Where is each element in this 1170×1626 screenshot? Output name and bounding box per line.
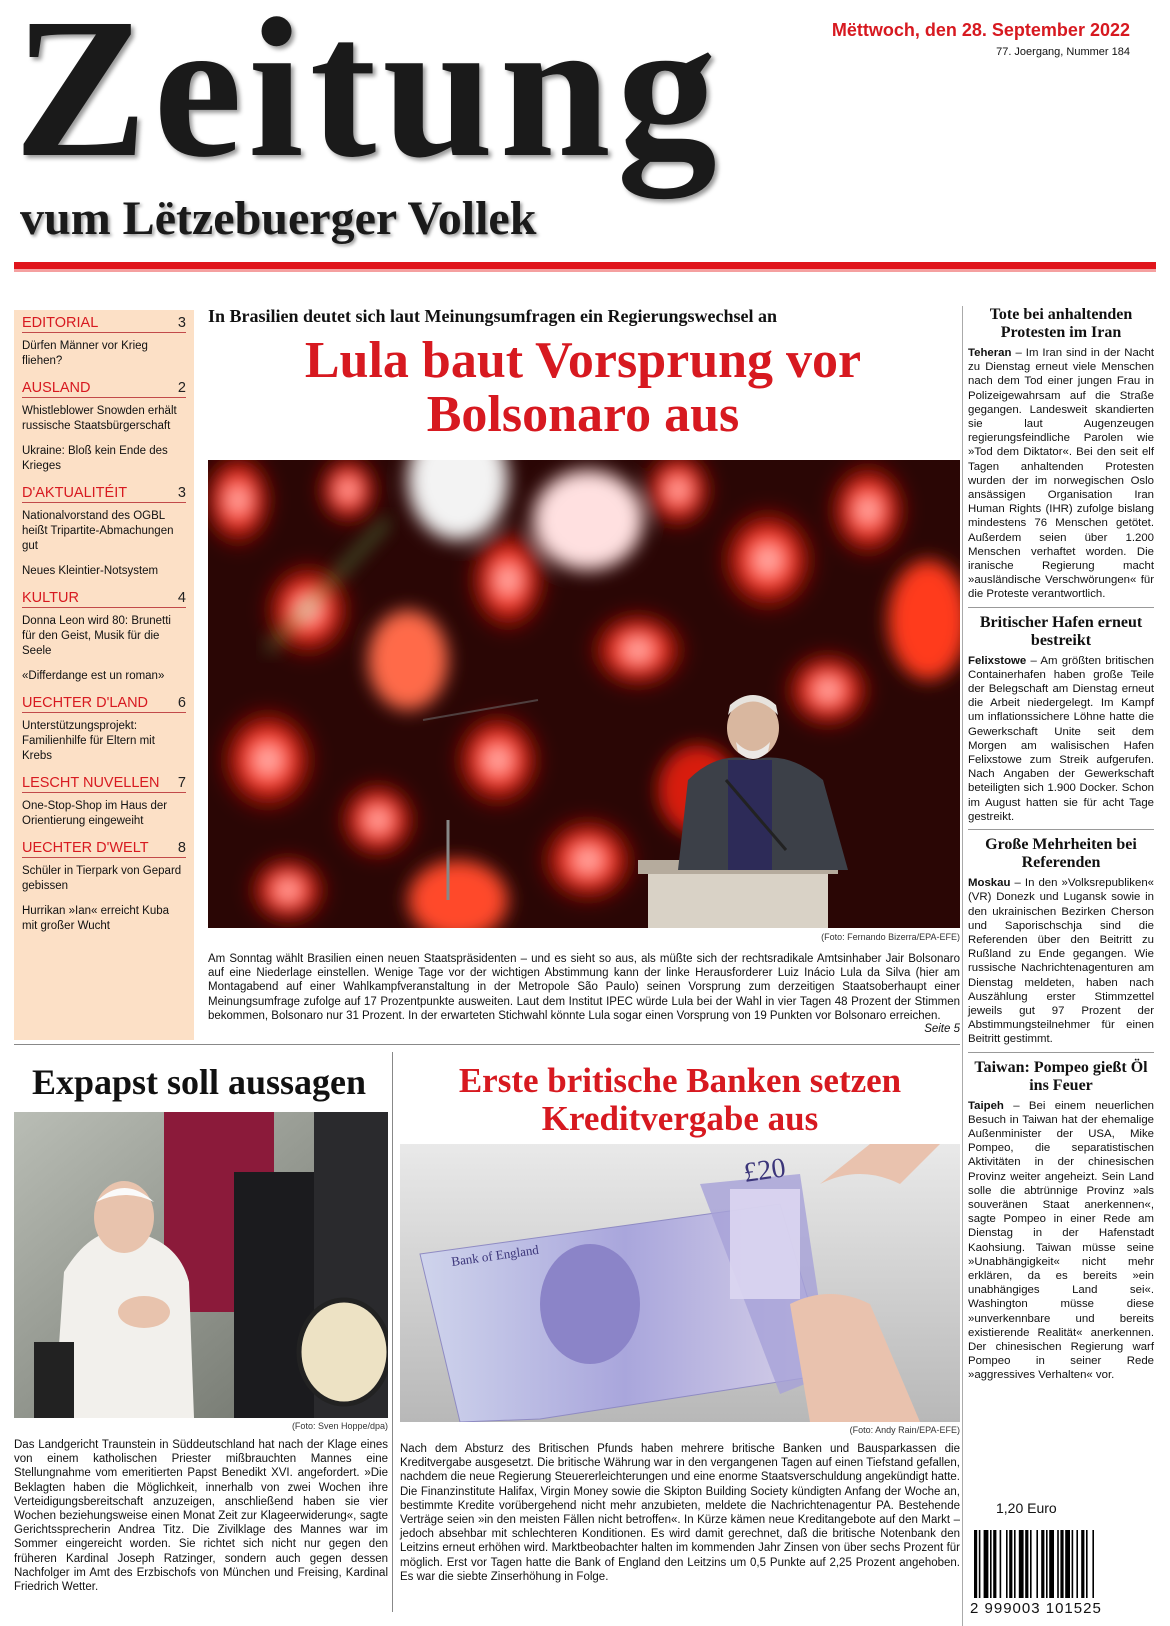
column-divider: [392, 1052, 393, 1612]
section-page: 2: [177, 380, 186, 396]
brief-headline: Tote bei anhaltenden Protesten im Iran: [989, 306, 1133, 341]
banknote-image: [400, 1144, 960, 1422]
section-page: 7: [177, 775, 186, 791]
price-label: 1,20 Euro: [996, 1500, 1057, 1516]
sidebar-item[interactable]: Ukraine: Bloß kein Ende des Krieges: [22, 445, 168, 472]
sidebar-item[interactable]: Dürfen Männer vor Krieg fliehen?: [22, 340, 148, 367]
barcode-bar: [1041, 1530, 1044, 1598]
section-divider: [14, 1044, 960, 1045]
brief-dateline: Taipeh: [968, 1099, 1004, 1112]
barcode-bar: [1081, 1530, 1084, 1598]
column-divider-right: [962, 306, 963, 1626]
sidebar-item[interactable]: Donna Leon wird 80: Brunetti für den Geist, Musik für die Seele: [22, 615, 171, 657]
sidebar-section-lescht-nuvellen[interactable]: [22, 774, 186, 829]
pope-headline[interactable]: Expapst soll aussagen: [31, 1062, 367, 1102]
brief-felixstowe[interactable]: [968, 614, 1154, 830]
lead-photo-credit: (Foto: Fernando Bizerra/EPA-EFE): [821, 932, 960, 942]
section-page: 4: [177, 590, 186, 606]
section-label: EDITORIAL: [22, 315, 99, 331]
barcode-bar: [990, 1530, 992, 1598]
barcode: [970, 1530, 1154, 1602]
news-briefs-column: [968, 306, 1154, 1394]
brief-text: – Am größten britischen Containerhafen haben große Teile der Belegschaft am Dienstag erneut die Arbeit niedergelegt. Im Kampf um inflationssichere Löhne hatte die Gewerkschaft Unite seit dem Morgen am walisischen Hafen Felixstowe zum Streik aufgerufen. Nach Angaben der Gewerkschaft beteiligten sich 1.900 Docker. Schon im August hatten sie für acht Tage gestreikt.: [968, 654, 1154, 823]
sidebar-section-aktualiteit[interactable]: [22, 484, 186, 579]
lead-photo: [208, 460, 960, 928]
sidebar-item[interactable]: One-Stop-Shop im Haus der Orientierung eingeweiht: [22, 800, 168, 827]
brief-body: [968, 654, 1154, 824]
lead-headline[interactable]: Lula baut Vorsprung vor Bolsonaro aus: [304, 332, 862, 443]
issue-date: Mëttwoch, den 28. September 2022: [831, 20, 1130, 40]
barcode-number: 2 999003 101525: [970, 1600, 1102, 1617]
brief-referenden[interactable]: [968, 836, 1154, 1052]
barcode-bar: [974, 1530, 977, 1598]
brief-text: – Bei einem neuerlichen Besuch in Taiwan hat der ehemalige Außenminister der USA, Mike Pompeo, die separatistischen Aktivitäten in der chinesischen Provinz weiter angeheizt. Sein Land solle die abtrünnige Provinz »als souveränen Staat anerkennen«, sagte Pompeo in einer Rede am Dienstag in der Hafenstadt Kaohsiung. Taiwan müsse seine »Unabhängigkeit« nicht mehr erklären, da es bereits »ein unabhängiges Land sei«. Washington müsse diese »unverkennbare und bereits existierende Realität« anerkennen. Der chinesischen Regierung warf Pompeo in seiner Rede »aggressives Verhalten« vor.: [968, 1099, 1154, 1382]
brief-body: [968, 1099, 1154, 1383]
sidebar-item[interactable]: Whistleblower Snowden erhält russische Staatsbürgerschaft: [22, 405, 177, 432]
sidebar-section-uechter-dland[interactable]: [22, 694, 186, 764]
barcode-bar: [993, 1530, 996, 1598]
barcode-bar: [1009, 1530, 1012, 1598]
sidebar-item[interactable]: Unterstützungsprojekt: Familienhilfe für Eltern mit Krebs: [22, 720, 155, 762]
sidebar-section-kultur[interactable]: [22, 589, 186, 684]
pope-image: [14, 1112, 388, 1418]
section-page: 8: [177, 840, 186, 856]
sidebar-item[interactable]: Schüler in Tierpark von Gepard gebissen: [22, 865, 182, 892]
brief-iran[interactable]: [968, 306, 1154, 608]
pope-body: Das Landgericht Traunstein in Süddeutschland hat nach der Klage eines von einem katholischen Priester mißbrauchten Mannes eine Stellungnahme vom emeritierten Papst Benedikt XVI. angefordert. »Die Beklagten haben die Möglichkeit, innerhalb von zwei Wochen ihre Verteidigungsbereitschaft anzuzeigen, anschließend haben sie vier Wochen beziehungsweise einen Monat Zeit zur Klageerwiderung«, sagte Gerichtssprecherin Andrea Titz. Die Zivilklage des Mannes war im Sommer eingereicht worden. Sie richtet sich nicht nur gegen den früheren Kardinal Joseph Ratzinger, sondern auch gegen dessen Nachfolger im Amt des Erzbischofs von München und Freising, Kardinal Friedrich Wetter.: [14, 1439, 388, 1594]
sidebar-item[interactable]: Neues Kleintier-Notsystem: [22, 565, 159, 577]
barcode-bar: [1076, 1530, 1078, 1598]
pope-photo: [14, 1112, 388, 1418]
issue-number: 77. Joergang, Nummer 184: [996, 46, 1130, 58]
banks-photo-credit: (Foto: Andy Rain/EPA-EFE): [849, 1425, 960, 1435]
brief-body: [968, 876, 1154, 1046]
brief-headline: Britischer Hafen erneut bestreikt: [979, 613, 1143, 649]
brief-taiwan[interactable]: [968, 1059, 1154, 1388]
lead-kicker: In Brasilien deutet sich laut Meinungsumfragen ein Regierungswechsel an: [208, 306, 778, 326]
brief-dateline: Felixstowe: [968, 654, 1027, 667]
banknote-value-text: £20: [741, 1152, 788, 1189]
barcode-bar: [1036, 1530, 1038, 1598]
barcode-bar: [1014, 1530, 1016, 1598]
barcode-bar: [1046, 1530, 1048, 1598]
contents-sidebar: [14, 310, 194, 1040]
brief-text: – In den »Volksrepubliken« (VR) Donezk und Lugansk sowie in den ukrainischen Bezirken Cherson und Saporischschja sind die Referenden über den Beitritt zu Rußland zu Ende gegangen. Wie russische Nachrichtenagenturen am Dienstag meldeten, haben nach Auszählung erster Stimmzettel jeweils gut 97 Prozent der Abstimmungsteilnehmer für einen Beitritt gestimmt.: [968, 877, 1154, 1046]
brief-dateline: Teheran: [968, 347, 1012, 359]
masthead-subtitle: vum Lëtzebuerger Vollek: [20, 192, 537, 245]
brief-text: – Im Iran sind in der Nacht zu Dienstag erneut viele Menschen nach dem Tod einer jungen Frau in Polizeigewahrsam auf die Straße gegangen. Landesweit skandierten sie laut Augenzeugen regierungsfeindliche Parolen wie »Tod dem Diktator«. Bei den seit elf Tagen anhaltenden Protesten wurden der im norwegischen Oslo ansässigen Organisation Iran Human Rights (IHR) zufolge bislang mindestens 76 Menschen getötet. Außerdem seien über 1.200 Menschen verhaftet worden. Die iranische Regierung macht »ausländische Verschwörungen« für die Proteste verantwortlich.: [968, 347, 1154, 601]
brief-headline: Taiwan: Pompeo gießt Öl ins Feuer: [974, 1058, 1148, 1094]
section-label: LESCHT NUVELLEN: [22, 775, 160, 791]
barcode-bar: [1019, 1530, 1024, 1598]
barcode-bar: [1049, 1530, 1054, 1598]
lead-body: Am Sonntag wählt Brasilien einen neuen Staatspräsidenten – und es sieht so aus, als müßte sich der rechtsradikale Amtsinhaber Jair Bolsonaro auf eine Niederlage einstellen. Wenige Tage vor der wichtigen Abstimmung kann der linke Herausforderer Luiz Inácio Lula da Silva (hier am Montagabend auf einer Wahlkampfveranstaltung in der Metropole São Paulo) seinen Vorsprung zum derzeitigen Staatsoberhaupt einer Meinungsumfrage zufolge auf 17 Prozentpunkte ausweiten. Laut dem Institut IPEC würde Lula bei der Wahl in vier Tagen 48 Prozent der Stimmen bekommen, Bolsonaro nur 31 Prozent. In der erwarteten Stichwahl könnte Lula sogar einen Vorsprung von 19 Punkten vor Bolsonaro erreichen.: [208, 953, 960, 1022]
section-label: UECHTER D'LAND: [22, 695, 149, 711]
sidebar-item[interactable]: Hurrikan »Ian« erreicht Kuba mit großer Wucht: [22, 905, 170, 932]
lula-stage-image: [208, 460, 960, 928]
banks-headline[interactable]: Erste britische Banken setzen Kreditvergabe aus: [458, 1061, 902, 1138]
barcode-bar: [1030, 1530, 1032, 1598]
banknote-bank-text: Bank of England: [450, 1241, 540, 1269]
brief-headline: Große Mehrheiten bei Referenden: [985, 836, 1137, 872]
banks-body: Nach dem Absturz des Britischen Pfunds haben mehrere britische Banken und Bausparkassen die Kreditvergabe ausgesetzt. Die britische Währung war in den vergangenen Tagen auf einen Tiefstand gefallen, nachdem die neue Regierung Steuererleichterungen und eine enorme Staatsverschuldung angekündigt hatte. Die Finanzinstitute Halifax, Virgin Money sowie die Skipton Building Society kündigten Anfang der Woche an, bestimmte Kredite vorübergehend nicht mehr anzubieten, meldete die Nachrichtenagentur PA. Bestehende Verträge seien »in den meisten Fällen nicht betroffen«. In Kürze kämen neue Kreditangebote auf den Markt – jedoch absehbar mit schlechteren Konditionen. Es wird damit gerechnet, daß die britische Notenbank den Leitzins erneut erhöhen wird. Marktbeobachter halten im kommenden Jahr Zinsen von über sechs Prozent für möglich. Erst vor Tagen hatte die Bank of England den Leitzins um 0,5 Punkte auf 2,25 Prozent angehoben. Es war die siebte Zinserhöhung in Folge.: [400, 1443, 960, 1583]
section-label: AUSLAND: [22, 380, 91, 396]
barcode-bar: [1057, 1530, 1059, 1598]
barcode-bar: [979, 1530, 981, 1598]
sidebar-item[interactable]: Nationalvorstand des OGBL heißt Tripartite-Abmachungen gut: [22, 510, 174, 552]
section-page: 3: [177, 315, 186, 331]
section-page: 6: [177, 695, 186, 711]
sidebar-section-editorial[interactable]: [22, 314, 186, 369]
section-label: UECHTER D'WELT: [22, 840, 149, 856]
sidebar-item[interactable]: «Differdange est un roman»: [22, 670, 165, 682]
barcode-bar: [1025, 1530, 1028, 1598]
pope-photo-credit: (Foto: Sven Hoppe/dpa): [291, 1421, 388, 1431]
barcode-bar: [1065, 1530, 1070, 1598]
barcode-bar: [1072, 1530, 1074, 1598]
section-label: KULTUR: [22, 590, 79, 606]
barcode-bar: [1000, 1530, 1002, 1598]
masthead-title: Zeitung: [14, 0, 723, 199]
barcode-bar: [1060, 1530, 1063, 1598]
barcode-bar: [1086, 1530, 1088, 1598]
lead-page-ref[interactable]: Seite 5: [924, 1023, 960, 1035]
banks-photo: [400, 1144, 960, 1422]
sidebar-section-ausland[interactable]: [22, 379, 186, 474]
brief-dateline: Moskau: [968, 877, 1011, 890]
brief-body: [968, 346, 1154, 602]
barcode-bar: [1006, 1530, 1008, 1598]
section-page: 3: [177, 485, 186, 501]
sidebar-section-uechter-dwelt[interactable]: [22, 839, 186, 934]
section-label: D'AKTUALITÉIT: [22, 485, 128, 501]
masthead-rule: [14, 262, 1156, 272]
barcode-bar: [1092, 1530, 1094, 1598]
barcode-bar: [984, 1530, 989, 1598]
